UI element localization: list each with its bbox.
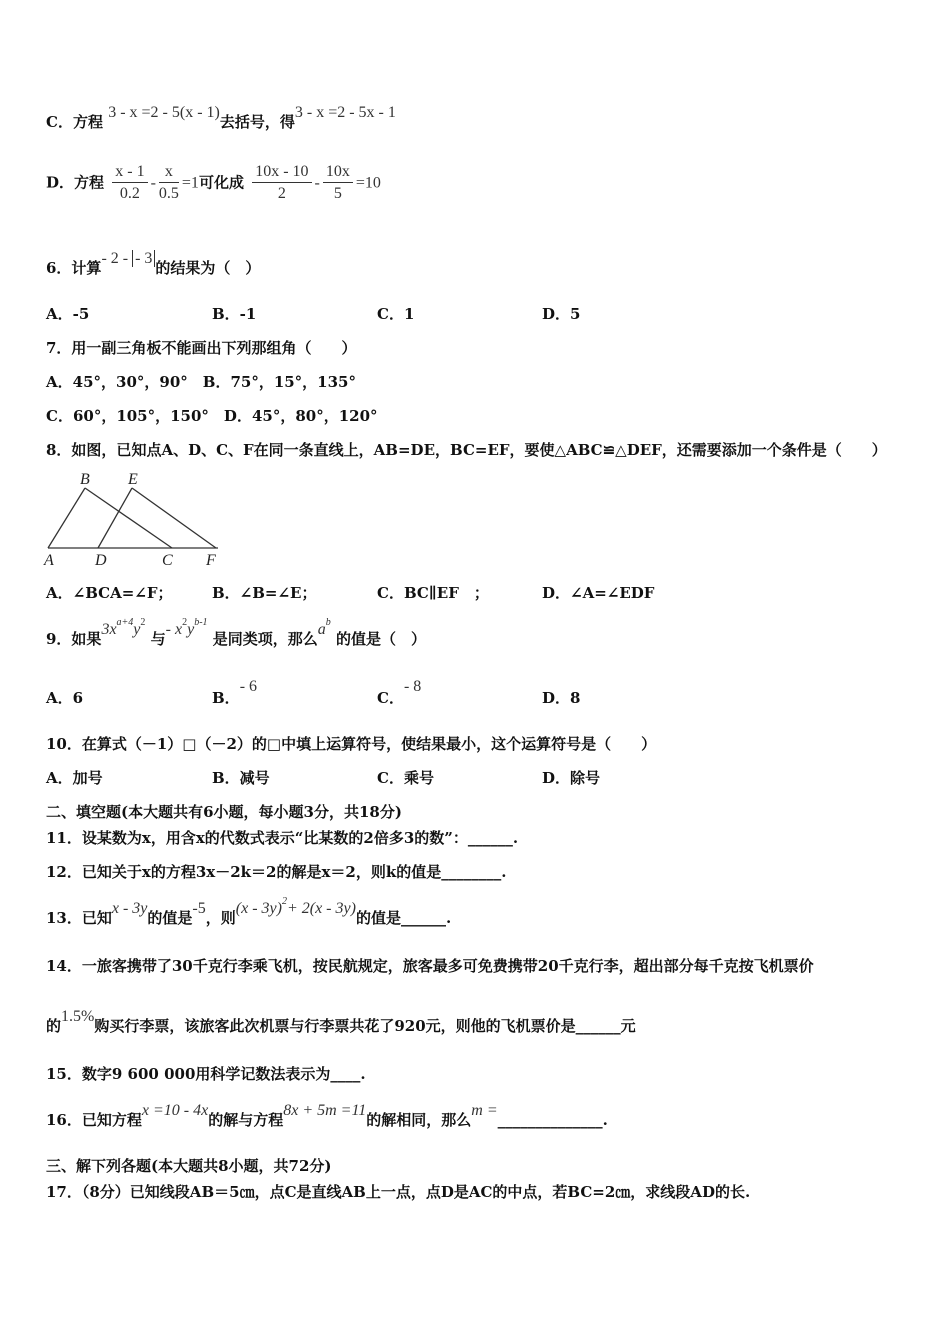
q9-mid: 与 [150, 630, 166, 648]
q9-term1: $3x^{a+4}y^2$ [101, 617, 146, 638]
q10-option-a: A．加号 [46, 769, 103, 787]
q14-percent: 1.5% [61, 1008, 95, 1025]
q6-stem-b: 的结果为（ ） [155, 259, 261, 277]
q13-value: -5 [192, 900, 206, 917]
q6-option-c: C．1 [377, 305, 415, 323]
q6-stem-a: 6．计算 [46, 259, 102, 277]
q6-abs: - 3 [132, 250, 155, 267]
q10-option-b: B．减号 [212, 769, 270, 787]
q5d-minus1: - [150, 174, 156, 192]
q13-text: 13．已知x - 3y的值是-5，则(x - 3y)$^2$+ 2(x - 3y)的值是______. [46, 896, 452, 927]
q9-option-b: B．- 6 [212, 678, 258, 707]
q6-option-a: A．-5 [46, 305, 90, 323]
q5d-frac2: $\frac{x}{0.5}$ [158, 163, 179, 202]
q16-text: 16．已知方程x =10 - 4x的解与方程8x + 5m =11的解相同，那么m =______________. [46, 1102, 608, 1129]
q9-stem-c: 的值是（ ） [336, 630, 427, 648]
q14-line1: 14．一旅客携带了30千克行李乘飞机，按民航规定，旅客最多可免费携带20千克行李，超出部分每千克按飞机票价 [46, 957, 814, 975]
q5-option-c [46, 104, 396, 133]
q8-point-f: F [206, 552, 216, 569]
q9-option-c-value: - 8 [403, 678, 422, 695]
q8-option-c: C．BC∥EF ； [377, 584, 489, 602]
q6-stem [46, 250, 261, 279]
q12-text: 12．已知关于x的方程3x－2k＝2的解是x＝2，则k的值是________. [46, 863, 507, 881]
section3-heading: 三、解下列各题(本大题共8小题，共72分) [46, 1157, 332, 1175]
q16-eq2: 8x + 5m =11 [283, 1102, 367, 1119]
q5d-label: D．方程 [46, 173, 105, 192]
section2-heading: 二、填空题(本大题共有6小题，每小题3分，共18分) [46, 803, 402, 821]
q8-stem: 8．如图，已知点A、D、C、F在同一条直线上，AB=DE，BC=EF，要使△ABC≌△DEF，还需要添加一个条件是（ ） [46, 441, 887, 459]
q9-option-a: A．6 [46, 689, 84, 707]
q8-point-b: B [80, 471, 90, 488]
q5c-mid: 去括号，得 [219, 113, 295, 131]
q13-expr2: (x - 3y)$^2$+ 2(x - 3y) [235, 896, 356, 917]
q5d-mid: 可化成 [198, 173, 244, 192]
q9-stem-b: 是同类项，那么 [212, 630, 318, 648]
q7-options-row1: A．45°，30°，90° B．75°，15°，135° [46, 373, 356, 391]
q5c-result: 3 - x =2 - 5x - 1 [294, 104, 396, 121]
q5c-equation: 3 - x =2 - 5(x - 1) [108, 104, 220, 121]
q10-option-d: D．除号 [542, 769, 601, 787]
q17-text: 17．（8分）已知线段AB＝5㎝，点C是直线AB上一点，点D是AC的中点，若BC=2㎝，求线段AD的长. [46, 1183, 751, 1201]
q8-option-a: A．∠BCA=∠F； [46, 584, 173, 602]
q9-option-b-value: - 6 [239, 678, 258, 695]
q16-m: m = [471, 1102, 498, 1119]
q9-option-c: C．- 8 [377, 678, 422, 707]
q14-line2: 的1.5%购买行李票，该旅客此次机票与行李票共花了920元，则他的飞机票价是______元 [46, 1008, 636, 1035]
q10-option-c: C．乘号 [377, 769, 434, 787]
q9-term2: - $x^2y^{b-1}$ [165, 617, 208, 638]
q13-expr1: x - 3y [111, 900, 148, 917]
q8-point-a: A [44, 552, 54, 569]
q8-seg-ef [132, 488, 216, 548]
q7-options-row2: C．60°，105°，150° D．45°，80°，120° [46, 407, 378, 425]
q6-expr: - 2 - - 3 [101, 250, 155, 267]
q5d-frac1: $\frac{x - 1}{0.2}$ [112, 162, 147, 205]
q9-stem-a: 9．如果 [46, 630, 102, 648]
q5c-label: C．方程 [46, 113, 103, 131]
q9-ab: $a^b$ [317, 617, 331, 638]
q9-option-d: D．8 [542, 689, 581, 707]
q5d-eq-ten: =10 [355, 174, 381, 192]
q5d-frac3: $\frac{10x - 10}{2}$ [252, 162, 311, 205]
q8-point-d: D [95, 552, 107, 569]
q8-point-e: E [128, 471, 138, 488]
q6-option-d: D．5 [542, 305, 581, 323]
q8-option-d: D．∠A=∠EDF [542, 584, 655, 602]
q8-seg-bc [85, 488, 172, 548]
q5d-frac4: $\frac{10x}{5}$ [323, 162, 353, 205]
q5-option-d [46, 162, 381, 205]
q11-text: 11．设某数为x，用含x的代数式表示“比某数的2倍多3的数”：______. [46, 829, 519, 847]
q16-eq1: x =10 - 4x [141, 1102, 209, 1119]
q8-point-c: C [162, 552, 173, 569]
q8-seg-de [98, 488, 132, 548]
q6-option-b: B．-1 [212, 305, 257, 323]
q8-seg-ab [48, 488, 85, 548]
q7-stem: 7．用一副三角板不能画出下列那组角（ ） [46, 339, 357, 357]
q8-triangle-figure [40, 470, 230, 570]
q5d-minus2: - [314, 174, 320, 192]
q10-stem: 10．在算式（－1）□（－2）的□中填上运算符号，使结果最小，这个运算符号是（ ） [46, 735, 657, 753]
q5d-eq-one: =1 [181, 174, 199, 192]
q15-text: 15．数字9 600 000用科学记数法表示为____. [46, 1065, 366, 1083]
q9-stem [46, 617, 427, 652]
q8-option-b: B．∠B=∠E； [212, 584, 317, 602]
